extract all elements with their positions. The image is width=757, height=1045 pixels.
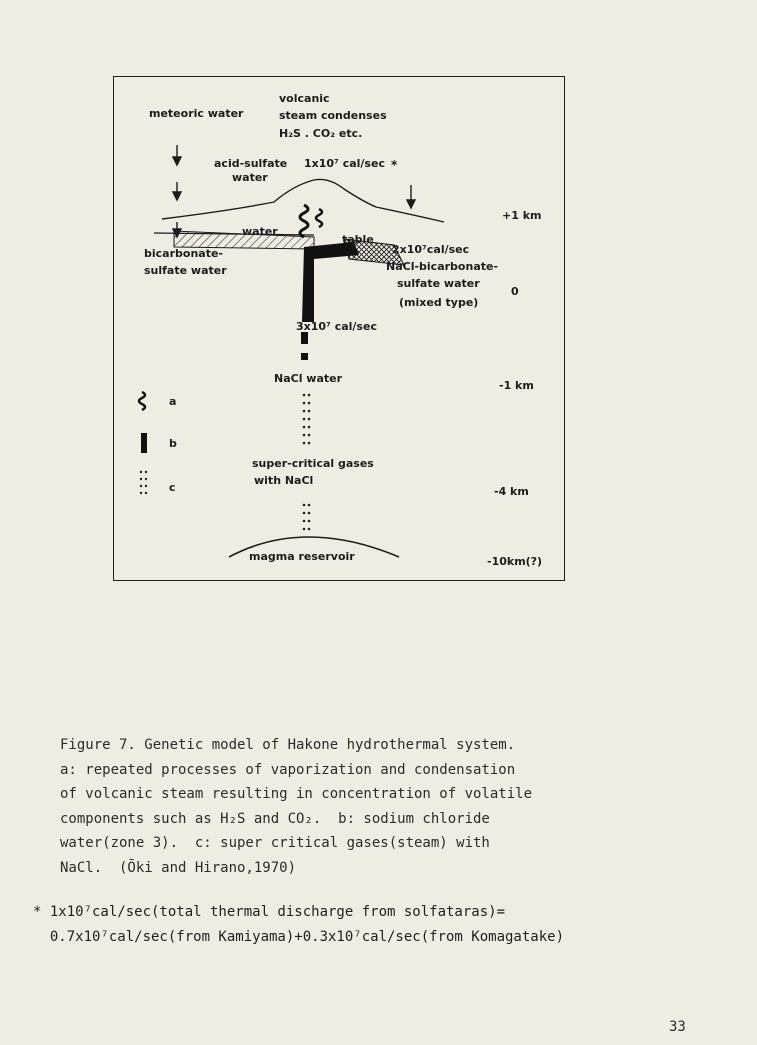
label-nacl-bicarb-2: sulfate water xyxy=(397,277,480,290)
ground-surface xyxy=(162,179,444,222)
label-supercritical-2: with NaCl xyxy=(254,474,314,487)
label-bicarbonate-1: bicarbonate- xyxy=(144,247,223,260)
label-zero: 0 xyxy=(511,285,519,298)
legend-symbol-a xyxy=(139,392,145,410)
figure-frame xyxy=(113,76,565,581)
page-number: 33 xyxy=(669,1019,686,1035)
label-meteoric-water: meteoric water xyxy=(149,107,244,120)
label-nacl-water: NaCl water xyxy=(274,372,343,385)
vapor-squiggle xyxy=(300,205,308,237)
legend-label-b: b xyxy=(169,437,177,450)
footnote-line: 0.7x10⁷cal/sec(from Kamiyama)+0.3x10⁷cal/sec(from Komagatake) xyxy=(33,929,565,945)
label-minus-1km: -1 km xyxy=(499,379,534,392)
footnote-line: * 1x10⁷cal/sec(total thermal discharge from solfataras)= xyxy=(33,904,506,920)
label-heat-mid: 2x10⁷cal/sec xyxy=(392,243,470,256)
caption-line: components such as H₂S and CO₂. b: sodium chloride xyxy=(60,810,490,827)
caption-line: of volcanic steam resulting in concentration of volatile xyxy=(60,786,533,802)
label-minus-10km: -10km(?) xyxy=(487,555,543,568)
label-bicarbonate-2: sulfate water xyxy=(144,264,227,277)
label-magma-reservoir: magma reservoir xyxy=(249,550,355,563)
caption-line: Figure 7. Genetic model of Hakone hydrothermal system. xyxy=(60,737,516,753)
label-heat-top: 1x10⁷ cal/sec xyxy=(304,157,385,170)
label-asterisk: * xyxy=(391,158,398,172)
caption-line: a: repeated processes of vaporization and condensation xyxy=(60,761,516,778)
label-water-table-1: water xyxy=(242,225,278,238)
label-supercritical-1: super-critical gases xyxy=(252,457,374,470)
label-h2s-co2: H₂S . CO₂ etc. xyxy=(279,127,363,140)
label-volcanic: volcanic xyxy=(279,92,330,105)
caption-line: NaCl. (Ōki and Hirano,1970) xyxy=(60,859,297,876)
hydrothermal-model-diagram xyxy=(114,77,566,582)
label-minus-4km: -4 km xyxy=(494,485,529,498)
label-mixed-type: (mixed type) xyxy=(399,296,479,309)
label-acid-water: water xyxy=(232,171,268,184)
figure-caption xyxy=(60,733,660,880)
label-steam-condenses: steam condenses xyxy=(279,109,387,122)
legend-symbol-c xyxy=(140,471,147,494)
label-nacl-bicarb-1: NaCl-bicarbonate- xyxy=(386,260,499,273)
footnote xyxy=(33,900,733,950)
legend-label-c: c xyxy=(169,481,176,494)
label-water-table-2: table xyxy=(342,233,374,246)
conduit-dash-1 xyxy=(301,332,308,344)
label-plus-1km: +1 km xyxy=(502,209,542,222)
caption-line: water(zone 3). c: super critical gases(steam) with xyxy=(60,835,490,851)
conduit-dash-2 xyxy=(301,353,308,360)
label-acid-sulfate: acid-sulfate xyxy=(214,157,288,170)
vapor-squiggle-2 xyxy=(316,209,322,227)
legend-label-a: a xyxy=(169,395,177,408)
label-heat-bottom: 3x10⁷ cal/sec xyxy=(296,320,377,333)
legend-symbol-b xyxy=(141,433,147,453)
nacl-water-conduit xyxy=(302,242,359,322)
